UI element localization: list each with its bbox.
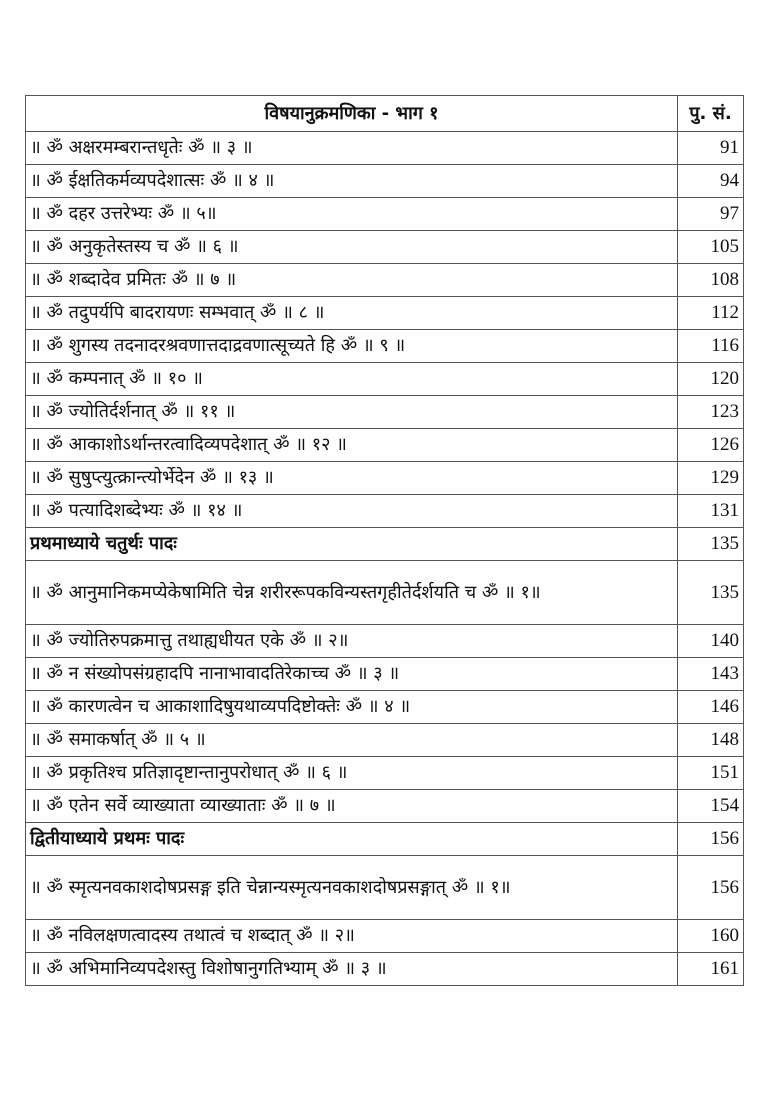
page-number: 135 xyxy=(678,528,744,561)
sutra-text: ॥ ॐ आनुमानिकमप्येकेषामिति चेन्न शरीररूपकविन्यस्तगृहीतेर्दर्शयति च ॐ ॥ १॥ xyxy=(26,561,678,625)
table-row xyxy=(26,724,744,757)
table-row xyxy=(26,330,744,363)
contents-table xyxy=(25,95,744,986)
page-number: 131 xyxy=(678,495,744,528)
sutra-text: ॥ ॐ समाकर्षात् ॐ ॥ ५ ॥ xyxy=(26,724,678,757)
table-row xyxy=(26,264,744,297)
page-number: 120 xyxy=(678,363,744,396)
sutra-text: ॥ ॐ ईक्षतिकर्मव्यपदेशात्सः ॐ ॥ ४ ॥ xyxy=(26,165,678,198)
page-number: 140 xyxy=(678,625,744,658)
sutra-text: ॥ ॐ कम्पनात् ॐ ॥ १० ॥ xyxy=(26,363,678,396)
table-row xyxy=(26,462,744,495)
sutra-text: ॥ ॐ नविलक्षणत्वादस्य तथात्वं च शब्दात् ॐ ॥ २॥ xyxy=(26,920,678,953)
sutra-text: ॥ ॐ आकाशोऽर्थान्तरत्वादिव्यपदेशात् ॐ ॥ १२ ॥ xyxy=(26,429,678,462)
sutra-text: ॥ ॐ कारणत्वेन च आकाशादिषुयथाव्यपदिष्टोक्तेः ॐ ॥ ४ ॥ xyxy=(26,691,678,724)
page-number: 97 xyxy=(678,198,744,231)
section-row xyxy=(26,528,744,561)
table-row xyxy=(26,396,744,429)
section-heading: द्वितीयाध्याये प्रथमः पादः xyxy=(26,823,678,856)
page-column-header: पु. सं. xyxy=(678,96,744,132)
sutra-text: ॥ ॐ एतेन सर्वे व्याख्याता व्याख्याताः ॐ ॥ ७ ॥ xyxy=(26,790,678,823)
page-number: 160 xyxy=(678,920,744,953)
page-number: 156 xyxy=(678,856,744,920)
table-row xyxy=(26,691,744,724)
page-number: 143 xyxy=(678,658,744,691)
page-number: 105 xyxy=(678,231,744,264)
page-number: 151 xyxy=(678,757,744,790)
table-row xyxy=(26,920,744,953)
page-number: 94 xyxy=(678,165,744,198)
sutra-text: ॥ ॐ दहर उत्तरेभ्यः ॐ ॥ ५॥ xyxy=(26,198,678,231)
table-row xyxy=(26,790,744,823)
page-number: 135 xyxy=(678,561,744,625)
sutra-text: ॥ ॐ शब्दादेव प्रमितः ॐ ॥ ७ ॥ xyxy=(26,264,678,297)
page-number: 154 xyxy=(678,790,744,823)
page-number: 161 xyxy=(678,953,744,986)
section-row xyxy=(26,823,744,856)
table-row xyxy=(26,231,744,264)
table-row xyxy=(26,625,744,658)
section-heading: प्रथमाध्याये चतुर्थः पादः xyxy=(26,528,678,561)
table-row xyxy=(26,132,744,165)
sutra-text: ॥ ॐ शुगस्य तदनादरश्रवणात्तदाद्रवणात्सूच्यते हि ॐ ॥ ९ ॥ xyxy=(26,330,678,363)
page-number: 91 xyxy=(678,132,744,165)
sutra-text: ॥ ॐ अभिमानिव्यपदेशस्तु विशोषानुगतिभ्याम् ॐ ॥ ३ ॥ xyxy=(26,953,678,986)
sutra-text: ॥ ॐ सुषुप्त्युत्क्रान्त्योर्भेदेन ॐ ॥ १३ ॥ xyxy=(26,462,678,495)
header-row xyxy=(26,96,744,132)
sutra-text: ॥ ॐ अनुकृतेस्तस्य च ॐ ॥ ६ ॥ xyxy=(26,231,678,264)
page-number: 116 xyxy=(678,330,744,363)
page-number: 156 xyxy=(678,823,744,856)
table-row xyxy=(26,495,744,528)
page-number: 129 xyxy=(678,462,744,495)
sutra-text: ॥ ॐ ज्योतिर्दर्शनात् ॐ ॥ ११ ॥ xyxy=(26,396,678,429)
page-number: 146 xyxy=(678,691,744,724)
page-number: 126 xyxy=(678,429,744,462)
table-title: विषयानुक्रमणिका - भाग १ xyxy=(26,96,678,132)
sutra-text: ॥ ॐ पत्यादिशब्देभ्यः ॐ ॥ १४ ॥ xyxy=(26,495,678,528)
table-row xyxy=(26,297,744,330)
sutra-text: ॥ ॐ प्रकृतिश्च प्रतिज्ञादृष्टान्तानुपरोधात् ॐ ॥ ६ ॥ xyxy=(26,757,678,790)
sutra-text: ॥ ॐ स्मृत्यनवकाशदोषप्रसङ्ग इति चेन्नान्यस्मृत्यनवकाशदोषप्रसङ्गात् ॐ ॥ १॥ xyxy=(26,856,678,920)
table-row xyxy=(26,856,744,920)
sutra-text: ॥ ॐ न संख्योपसंग्रहादपि नानाभावादतिरेकाच्च ॐ ॥ ३ ॥ xyxy=(26,658,678,691)
table-row xyxy=(26,165,744,198)
sutra-text: ॥ ॐ अक्षरमम्बरान्तधृतेः ॐ ॥ ३ ॥ xyxy=(26,132,678,165)
page-number: 123 xyxy=(678,396,744,429)
table-row xyxy=(26,198,744,231)
table-row xyxy=(26,757,744,790)
table-row xyxy=(26,429,744,462)
table-row xyxy=(26,953,744,986)
table-row xyxy=(26,658,744,691)
table-row xyxy=(26,363,744,396)
table-row xyxy=(26,561,744,625)
sutra-text: ॥ ॐ तदुपर्यपि बादरायणः सम्भवात् ॐ ॥ ८ ॥ xyxy=(26,297,678,330)
sutra-text: ॥ ॐ ज्योतिरुपक्रमात्तु तथाह्यधीयत एके ॐ ॥ २॥ xyxy=(26,625,678,658)
page-number: 148 xyxy=(678,724,744,757)
page-number: 112 xyxy=(678,297,744,330)
page-number: 108 xyxy=(678,264,744,297)
